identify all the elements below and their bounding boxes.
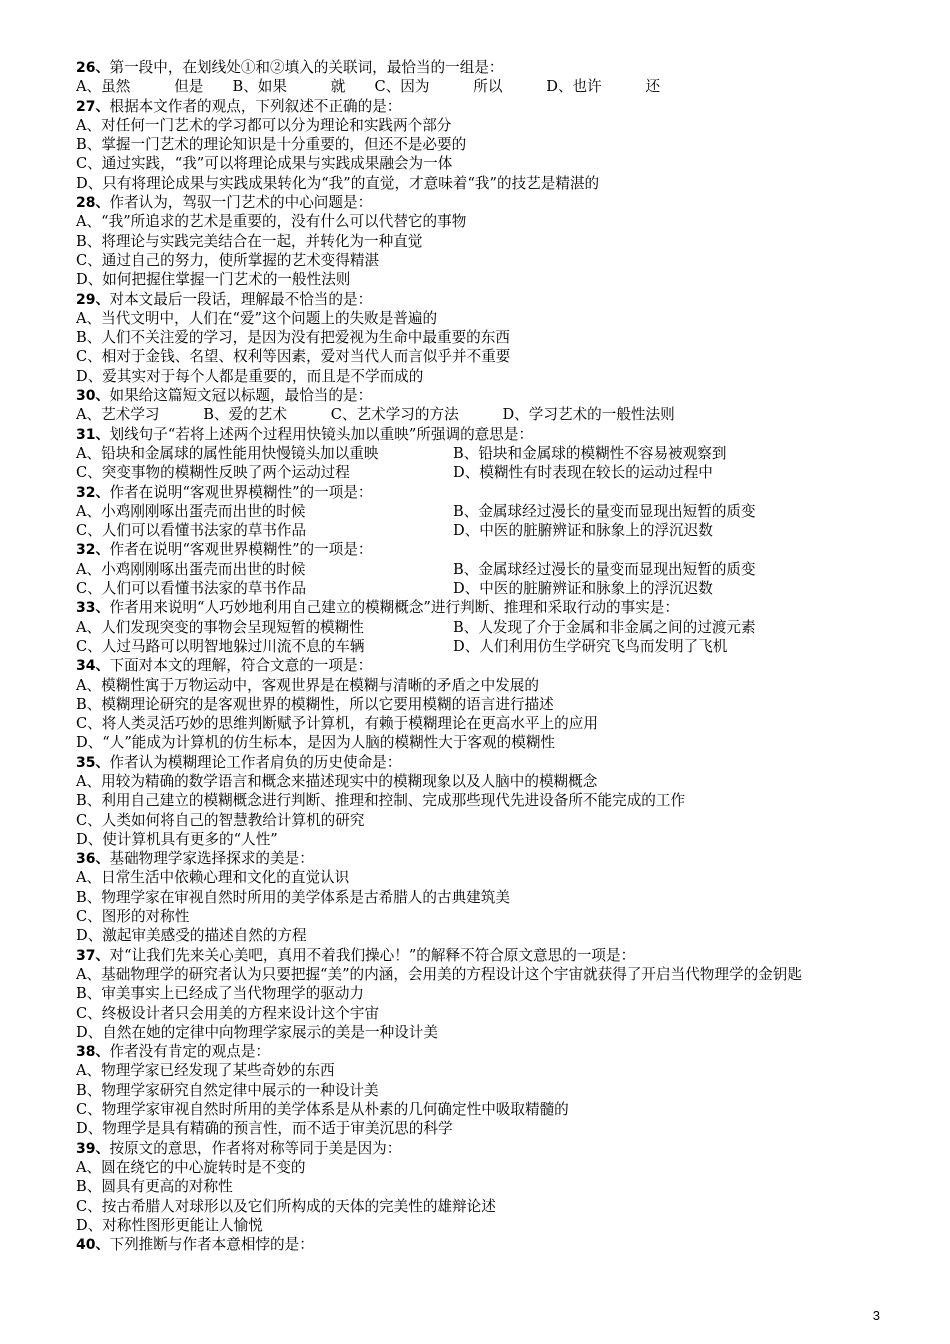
option-text: A、当代文明中，人们在“爱”这个问题上的失败是普遍的 [76,309,438,327]
option-text: B、铅块和金属球的模糊性不容易被观察到 [453,444,727,462]
answer-option [76,1004,876,1023]
answer-option [76,1023,876,1042]
option-text: C、相对于金钱、名望、权利等因素，爱对当代人而言似乎并不重要 [76,348,511,366]
question-stem [76,598,876,617]
question-stem [76,1042,876,1061]
question-number: 32、 [76,542,110,559]
option-text: A、小鸡刚刚啄出蛋壳而出世的时候 [76,502,306,520]
option-text: B、金属球经过漫长的量变而显现出短暂的质变 [453,560,756,578]
option-text: D、模糊性有时表现在较长的运动过程中 [453,464,713,482]
answer-option [76,116,876,135]
question-stem [76,946,876,965]
question-text: 下面对本文的理解，符合文意的一项是： [109,657,373,675]
option-text: B、审美事实上已经成了当代物理学的驱动力 [76,985,365,1003]
question-number: 26、 [76,60,110,76]
answer-option [76,521,876,540]
option-text: C、通过自己的努力，使所掌握的艺术变得精湛 [76,251,380,269]
option-text: D、如何把握住掌握一门艺术的一般性法则 [76,271,351,289]
option-text: B、模糊理论研究的是客观世界的模糊性，所以它要用模糊的语言进行描述 [76,695,554,713]
option-text: A、小鸡刚刚啄出蛋壳而出世的时候 [76,560,306,578]
option-text: A、对任何一门艺术的学习都可以分为理论和实践两个部分 [76,116,452,134]
option-text: B、人发现了介于金属和非金属之间的过渡元素 [453,618,756,636]
option-text: D、使计算机具有更多的“人性” [76,830,278,848]
answer-option [76,1119,876,1138]
answer-option [76,984,876,1003]
question-number: 34、 [76,658,110,675]
question-number: 40、 [76,1237,110,1254]
question-text: 如果给这篇短文冠以标题，最恰当的是： [109,387,373,405]
question-number: 30、 [76,388,110,405]
option-text: A、人们发现突变的事物会呈现短暂的模糊性 [76,618,364,636]
page-number: 3 [872,1308,880,1323]
option-text: B、人们不关注爱的学习，是因为没有把爱视为生命中最重要的东西 [76,329,510,347]
option-text: B、掌握一门艺术的理论知识是十分重要的，但还不是必要的 [76,136,467,154]
answer-option [76,1158,876,1177]
answer-option [76,676,876,695]
question-stem [76,97,876,116]
option-text: C、通过实践，“我”可以将理论成果与实践成果融会为一体 [76,155,453,173]
option-text: A、日常生活中依赖心理和文化的直觉认识 [76,869,350,887]
option-text: A、物理学家已经发现了某些奇妙的东西 [76,1062,335,1080]
question-number: 32、 [76,484,110,501]
question-stem [76,753,876,772]
question-stem [76,1139,876,1158]
answer-option [76,77,876,96]
question-text: 作者在说明“客观世界模糊性”的一项是： [109,541,373,559]
answer-option [76,791,876,810]
option-text: C、物理学家审视自然时所用的美学体系是从朴素的几何确定性中吸取精髓的 [76,1101,569,1119]
option-text: D、中医的脏腑辨证和脉象上的浮沉迟数 [453,522,713,540]
option-text: D、中医的脏腑辨证和脉象上的浮沉迟数 [453,580,713,598]
option-text: C、将人类灵活巧妙的思维判断赋予计算机，有赖于模糊理论在更高水平上的应用 [76,715,598,733]
option-text: D、激起审美感受的描述自然的方程 [76,927,307,945]
question-stem [76,386,876,405]
question-stem [76,540,876,559]
option-text: C、人们可以看懂书法家的草书作品 [76,580,307,598]
answer-option [76,444,876,463]
option-text: C、突变事物的模糊性反映了两个运动过程 [76,464,350,482]
question-text: 对本文最后一段话，理解最不恰当的是： [109,290,373,308]
question-number: 35、 [76,754,110,771]
answer-option [76,463,876,482]
question-stem [76,1235,876,1254]
option-text: C、图形的对称性 [76,908,190,926]
option-text: B、物理学家研究自然定律中展示的一种设计美 [76,1081,379,1099]
document-body [76,58,876,1254]
option-text: D、“人”能成为计算机的仿生标本，是因为人脑的模糊性大于客观的模糊性 [76,734,556,752]
answer-option [76,560,876,579]
question-number: 38、 [76,1044,110,1061]
answer-option [76,926,876,945]
answer-option [76,714,876,733]
answer-option [76,811,876,830]
option-text: C、人们可以看懂书法家的草书作品 [76,522,307,540]
answer-option [76,907,876,926]
option-text: A、圆在绕它的中心旋转时是不变的 [76,1158,306,1176]
question-number: 39、 [76,1140,110,1157]
answer-option [76,135,876,154]
answer-option [76,174,876,193]
option-text: B、利用自己建立的模糊概念进行判断、推理和控制、完成那些现代先进设备所不能完成的工作 [76,792,686,810]
question-stem [76,425,876,444]
question-text: 作者用来说明“人巧妙地利用自己建立的模糊概念”进行判断、推理和采取行动的事实是： [109,599,679,617]
question-text: 作者认为，驾驭一门艺术的中心问题是： [109,194,373,212]
answer-option [76,154,876,173]
question-text: 作者在说明“客观世界模糊性”的一项是： [109,483,373,501]
question-number: 37、 [76,947,110,964]
option-text: D、物理学是具有精确的预言性，而不适于审美沉思的科学 [76,1120,453,1138]
option-text: C、按古希腊人对球形以及它们所构成的天体的完美性的雄辩论述 [76,1197,496,1215]
option-text: A、虽然 但是 B、如果 就 C、因为 所以 D、也许 还 [76,78,661,96]
question-text: 划线句子“若将上述两个过程用快镜头加以重映”所强调的意思是： [109,425,534,443]
question-stem [76,483,876,502]
answer-option [76,579,876,598]
answer-option [76,502,876,521]
option-text: D、爱其实对于每个人都是重要的，而且是不学而成的 [76,367,424,385]
answer-option [76,1081,876,1100]
question-text: 作者认为模糊理论工作者肩负的历史使命是： [109,753,402,771]
question-number: 27、 [76,98,110,115]
answer-option [76,367,876,386]
option-text: D、对称性图形更能让人愉悦 [76,1216,263,1234]
answer-option [76,733,876,752]
answer-option [76,1197,876,1216]
option-text: C、人类如何将自己的智慧教给计算机的研究 [76,811,365,829]
option-text: A、“我”所追求的艺术是重要的，没有什么可以代替它的事物 [76,213,467,231]
answer-option [76,1100,876,1119]
answer-option [76,965,876,984]
option-text: C、人过马路可以明智地躲过川流不息的车辆 [76,637,365,655]
answer-option [76,328,876,347]
answer-option [76,637,876,656]
question-stem [76,656,876,675]
option-text: B、将理论与实践完美结合在一起，并转化为一种直觉 [76,232,423,250]
question-text: 第一段中，在划线处①和②填入的关联词，最恰当的一组是： [109,59,504,76]
answer-option [76,251,876,270]
answer-option [76,309,876,328]
question-text: 根据本文作者的观点，下列叙述不正确的是： [109,97,402,115]
option-text: B、金属球经过漫长的量变而显现出短暂的质变 [453,502,756,520]
option-text: A、铅块和金属球的属性能用快慢镜头加以重映 [76,444,379,462]
question-number: 36、 [76,851,110,868]
answer-option [76,868,876,887]
answer-option [76,888,876,907]
option-text: A、基础物理学的研究者认为只要把握“美”的内涵，会用美的方程设计这个宇宙就获得了开启当代物理学的金钥匙 [76,965,802,983]
question-stem [76,58,876,77]
answer-option [76,772,876,791]
answer-option [76,1177,876,1196]
option-text: A、模糊性寓于万物运动中，客观世界是在模糊与清晰的矛盾之中发展的 [76,676,539,694]
answer-option [76,347,876,366]
answer-option [76,618,876,637]
option-text: D、人们利用仿生学研究飞鸟而发明了飞机 [453,637,728,655]
question-stem [76,193,876,212]
question-text: 作者没有肯定的观点是： [109,1043,271,1061]
option-text: D、自然在她的定律中向物理学家展示的美是一种设计美 [76,1023,438,1041]
question-number: 28、 [76,195,110,212]
question-text: 下列推断与作者本意相悖的是： [109,1236,314,1254]
option-text: B、圆具有更高的对称性 [76,1178,233,1196]
question-number: 33、 [76,600,110,617]
answer-option [76,830,876,849]
answer-option [76,270,876,289]
question-number: 31、 [76,426,110,443]
option-text: B、物理学家在审视自然时所用的美学体系是古希腊人的古典建筑美 [76,888,510,906]
answer-option [76,232,876,251]
answer-option [76,212,876,231]
option-text: D、只有将理论成果与实践成果转化为“我”的直觉，才意味着“我”的技艺是精湛的 [76,174,600,192]
question-text: 基础物理学家选择探求的美是： [109,850,314,868]
answer-option [76,695,876,714]
question-text: 对“让我们先来关心美吧，真用不着我们操心！”的解释不符合原文意思的一项是： [109,946,636,964]
question-number: 29、 [76,291,110,308]
answer-option [76,1061,876,1080]
answer-option [76,1216,876,1235]
option-text: A、艺术学习 B、爱的艺术 C、艺术学习的方法 D、学习艺术的一般性法则 [76,406,675,424]
answer-option [76,405,876,424]
option-text: A、用较为精确的数学语言和概念来描述现实中的模糊现象以及人脑中的模糊概念 [76,772,598,790]
option-text: C、终极设计者只会用美的方程来设计这个宇宙 [76,1004,380,1022]
question-stem [76,290,876,309]
question-text: 按原文的意思，作者将对称等同于美是因为： [109,1139,402,1157]
question-stem [76,849,876,868]
